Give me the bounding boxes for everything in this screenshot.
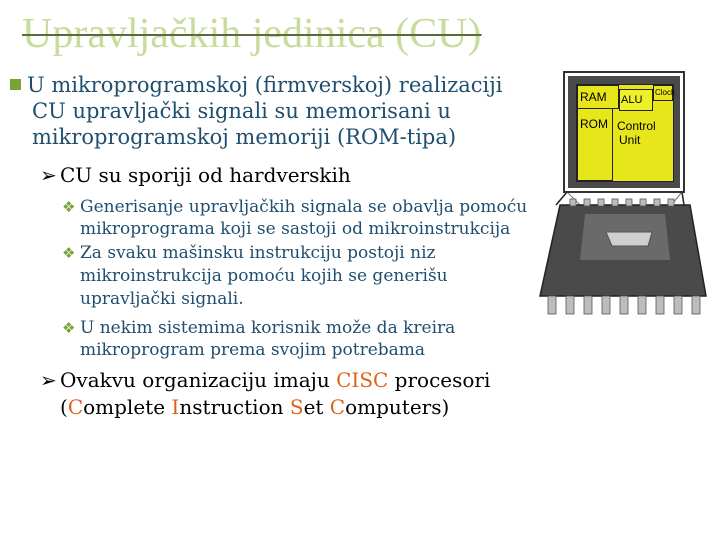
arrow-bullet-icon: ➢	[40, 368, 57, 392]
cisc-suffix: procesori	[388, 368, 491, 392]
word-rest: omplete	[83, 395, 172, 419]
word-rest: omputers	[345, 395, 442, 419]
bullet-continuation: CU upravljački signali su memorisani u	[32, 99, 451, 123]
bullet-level3	[62, 318, 455, 338]
rom-block: ROM	[577, 109, 613, 181]
cisc-expansion	[60, 395, 449, 419]
bullet-text: U nekim sistemima korisnik može da kreira	[80, 318, 456, 338]
bullet-level1	[10, 73, 503, 97]
bullet-level3	[62, 197, 527, 217]
ram-block: RAM	[577, 85, 619, 109]
paren-close: )	[441, 395, 450, 419]
word-rest: nstruction	[179, 395, 290, 419]
bullet-continuation: upravljački signali.	[80, 289, 244, 309]
bullet-text: U mikroprogramskoj (firmverskoj) realizaciji	[27, 73, 503, 97]
initial-letter: C	[329, 395, 346, 419]
clock-block: Clock	[653, 85, 673, 101]
bullet-continuation: mikroprogramskoj memoriji (ROM-tipa)	[32, 125, 457, 149]
bullet-continuation: mikroprograma koji se sastoji od mikroinstrukcija	[80, 219, 511, 239]
diamond-bullet-icon: ❖	[62, 198, 76, 216]
bullet-level2	[40, 368, 490, 392]
chip-zoom-box	[565, 73, 683, 191]
bullet-text: Za svaku mašinsku instrukciju postoji niz	[80, 243, 436, 263]
slide-title: Upravljačkih jedinica (CU)	[22, 11, 482, 57]
control-unit-label-line1: Control	[617, 119, 656, 133]
square-bullet-icon	[10, 79, 21, 90]
initial-letter: C	[67, 395, 84, 419]
alu-block: ALU	[619, 89, 653, 111]
bullet-level3	[62, 243, 435, 263]
control-unit-block	[613, 111, 673, 181]
initial-letter: I	[171, 395, 180, 419]
bullet-text: CU su sporiji od hardverskih	[60, 163, 351, 187]
bullet-continuation: mikroinstrukcija pomoću kojih se generišu	[80, 266, 448, 286]
bullet-text: Generisanje upravljačkih signala se obavlja pomoću	[80, 197, 528, 217]
diamond-bullet-icon: ❖	[62, 319, 76, 337]
bullet-level2	[40, 163, 351, 187]
chip-die-layout	[576, 84, 674, 182]
diamond-bullet-icon: ❖	[62, 244, 76, 262]
cisc-prefix: Ovakvu organizaciju imaju	[60, 368, 337, 392]
arrow-bullet-icon: ➢	[40, 163, 57, 187]
paren-open: (	[60, 395, 68, 419]
control-unit-label-line2: Unit	[619, 133, 641, 147]
bullet-continuation: mikroprogram prema svojim potrebama	[80, 340, 426, 360]
cisc-acronym: CISC	[336, 368, 389, 392]
initial-letter: S	[289, 395, 304, 419]
word-rest: et	[303, 395, 330, 419]
